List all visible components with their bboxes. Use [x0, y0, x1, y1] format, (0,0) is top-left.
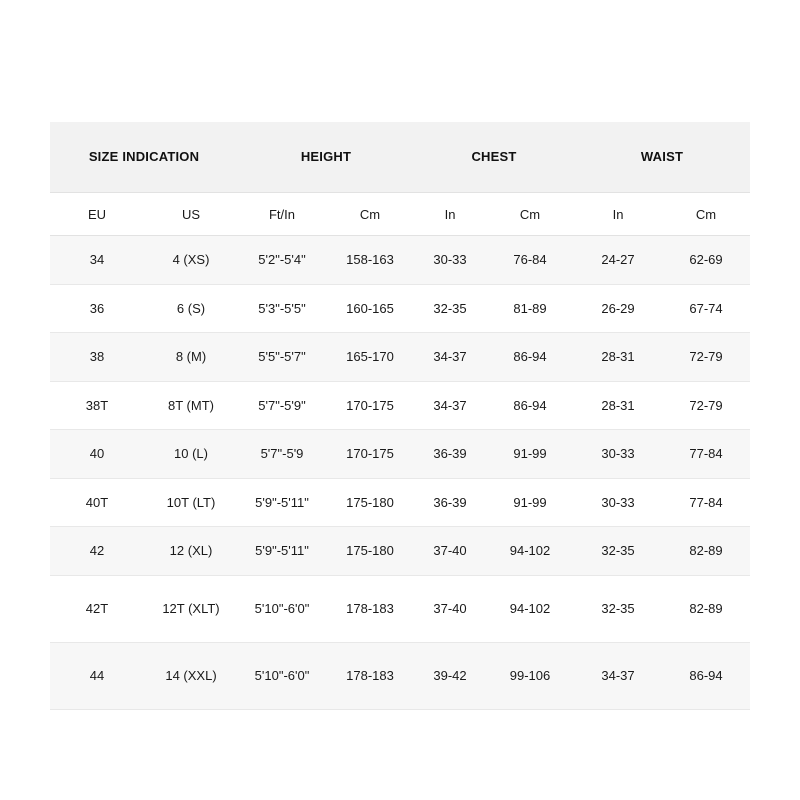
sub-header-us: US	[144, 193, 238, 236]
cell-chest-cm-text: 94-102	[509, 543, 551, 558]
cell-waist-in	[574, 642, 662, 709]
cell-waist-in	[574, 430, 662, 479]
cell-height-cm-text: 170-175	[346, 446, 394, 461]
cell-waist-cm	[662, 284, 750, 333]
cell-us	[144, 478, 238, 527]
cell-chest-in-text: 39-42	[433, 667, 467, 683]
cell-height-ftin-text: 5'2"-5'4"	[258, 252, 306, 267]
cell-us-text: 12T (XLT)	[162, 600, 220, 616]
cell-us-text: 12 (XL)	[169, 543, 213, 558]
cell-waist-cm	[662, 527, 750, 576]
cell-eu-text: 34	[89, 252, 105, 267]
cell-chest-in	[414, 284, 486, 333]
cell-waist-in-text: 32-35	[601, 543, 635, 558]
cell-height-cm-text: 178-183	[346, 667, 394, 683]
cell-waist-cm-text: 82-89	[689, 543, 723, 558]
cell-eu-text: 38	[89, 349, 105, 364]
cell-chest-cm-text: 81-89	[513, 300, 547, 316]
cell-chest-cm	[486, 478, 574, 527]
cell-height-cm-text: 160-165	[346, 300, 394, 316]
cell-waist-in-text: 30-33	[601, 494, 635, 510]
cell-waist-in-text: 26-29	[601, 300, 635, 316]
cell-us-text: 4 (XS)	[172, 252, 210, 267]
cell-chest-cm-text: 76-84	[513, 252, 547, 267]
cell-chest-in	[414, 642, 486, 709]
cell-chest-in	[414, 236, 486, 285]
cell-us-text: 6 (S)	[176, 300, 206, 316]
cell-height-cm	[326, 478, 414, 527]
cell-chest-cm	[486, 236, 574, 285]
cell-waist-in	[574, 478, 662, 527]
cell-chest-in	[414, 381, 486, 430]
cell-height-cm-text: 175-180	[346, 543, 394, 558]
cell-eu-text: 40	[89, 446, 105, 461]
cell-waist-cm-text: 77-84	[689, 446, 723, 461]
group-header-row	[50, 122, 750, 193]
cell-chest-in-text: 37-40	[433, 600, 467, 616]
cell-chest-in-text: 34-37	[433, 397, 467, 413]
group-header-size-indication: SIZE INDICATION	[88, 148, 200, 164]
cell-us-text: 8T (MT)	[168, 397, 214, 413]
cell-eu	[50, 575, 144, 642]
group-header-waist: WAIST	[640, 148, 684, 164]
size-chart-container	[50, 122, 750, 710]
table-head	[50, 122, 750, 236]
cell-us	[144, 430, 238, 479]
cell-waist-cm-text: 72-79	[689, 397, 723, 413]
cell-chest-in-text: 36-39	[433, 494, 467, 510]
cell-height-ftin-text: 5'9"-5'11"	[255, 543, 309, 558]
cell-height-cm-text: 170-175	[346, 397, 394, 413]
cell-eu-text: 44	[89, 667, 105, 683]
cell-waist-in-text: 34-37	[601, 667, 635, 683]
cell-us-text: 10T (LT)	[166, 494, 216, 510]
sub-header-row	[50, 193, 750, 236]
cell-us	[144, 642, 238, 709]
cell-eu-text: 38T	[85, 397, 109, 413]
table-row	[50, 478, 750, 527]
cell-height-ftin	[238, 527, 326, 576]
cell-chest-in	[414, 575, 486, 642]
cell-height-ftin-text: 5'3"-5'5"	[258, 300, 306, 316]
cell-waist-cm	[662, 642, 750, 709]
cell-height-ftin	[238, 236, 326, 285]
table-row	[50, 430, 750, 479]
cell-height-ftin-text: 5'9"-5'11"	[255, 494, 309, 510]
cell-eu	[50, 527, 144, 576]
cell-waist-in	[574, 575, 662, 642]
cell-height-ftin	[238, 430, 326, 479]
cell-chest-cm-text: 91-99	[513, 446, 547, 461]
cell-eu-text: 42T	[85, 600, 109, 616]
cell-chest-in	[414, 478, 486, 527]
cell-chest-in-text: 34-37	[433, 349, 467, 364]
cell-waist-in	[574, 236, 662, 285]
cell-waist-in-text: 24-27	[601, 252, 635, 267]
cell-height-ftin	[238, 642, 326, 709]
cell-height-ftin	[238, 381, 326, 430]
size-chart-table	[50, 122, 750, 710]
cell-chest-in-text: 36-39	[433, 446, 467, 461]
cell-height-cm-text: 158-163	[346, 252, 394, 267]
cell-waist-cm	[662, 333, 750, 382]
cell-height-cm	[326, 642, 414, 709]
cell-height-cm	[326, 381, 414, 430]
sub-header-waist-in: In	[574, 193, 662, 236]
cell-waist-in	[574, 381, 662, 430]
cell-eu-text: 36	[89, 300, 105, 316]
cell-eu	[50, 381, 144, 430]
cell-chest-cm	[486, 430, 574, 479]
cell-height-ftin	[238, 478, 326, 527]
cell-chest-cm-text: 86-94	[513, 397, 547, 413]
cell-chest-cm-text: 86-94	[513, 349, 547, 364]
cell-us	[144, 333, 238, 382]
cell-height-cm-text: 175-180	[346, 494, 394, 510]
cell-waist-cm-text: 82-89	[689, 600, 723, 616]
cell-chest-in	[414, 430, 486, 479]
cell-chest-cm	[486, 333, 574, 382]
cell-chest-in-text: 30-33	[433, 252, 467, 267]
cell-height-ftin	[238, 333, 326, 382]
cell-waist-cm	[662, 381, 750, 430]
sub-header-waist-cm: Cm	[662, 193, 750, 236]
cell-height-ftin-text: 5'10"-6'0"	[254, 600, 310, 616]
table-row	[50, 284, 750, 333]
cell-height-cm-text: 178-183	[346, 600, 394, 616]
cell-eu-text: 40T	[85, 494, 109, 510]
cell-eu	[50, 333, 144, 382]
cell-waist-in	[574, 333, 662, 382]
cell-waist-cm-text: 62-69	[689, 252, 723, 267]
cell-chest-cm-text: 94-102	[509, 600, 551, 616]
cell-chest-in-text: 32-35	[433, 300, 467, 316]
cell-chest-cm	[486, 575, 574, 642]
group-header-height: HEIGHT	[300, 148, 352, 164]
cell-height-cm	[326, 333, 414, 382]
cell-us-text: 8 (M)	[175, 349, 207, 364]
cell-height-ftin-text: 5'7"-5'9"	[258, 397, 306, 413]
cell-height-ftin-text: 5'5"-5'7"	[258, 349, 306, 364]
cell-us	[144, 575, 238, 642]
cell-waist-cm-text: 72-79	[689, 349, 723, 364]
cell-waist-cm	[662, 478, 750, 527]
cell-waist-in-text: 32-35	[601, 600, 635, 616]
cell-chest-cm	[486, 284, 574, 333]
cell-eu	[50, 284, 144, 333]
cell-eu	[50, 642, 144, 709]
cell-chest-cm	[486, 527, 574, 576]
table-row	[50, 575, 750, 642]
table-row	[50, 642, 750, 709]
cell-chest-cm	[486, 381, 574, 430]
cell-us	[144, 236, 238, 285]
cell-height-cm	[326, 236, 414, 285]
cell-height-ftin-text: 5'10"-6'0"	[254, 667, 310, 683]
cell-height-ftin	[238, 575, 326, 642]
sub-header-height-cm: Cm	[326, 193, 414, 236]
cell-height-cm	[326, 284, 414, 333]
cell-height-cm	[326, 575, 414, 642]
sub-header-chest-cm: Cm	[486, 193, 574, 236]
table-row	[50, 527, 750, 576]
sub-header-eu: EU	[50, 193, 144, 236]
cell-height-cm-text: 165-170	[346, 349, 394, 364]
cell-height-ftin-text: 5'7"-5'9	[260, 446, 304, 461]
cell-waist-cm-text: 77-84	[689, 494, 723, 510]
cell-height-cm	[326, 430, 414, 479]
sub-header-chest-in: In	[414, 193, 486, 236]
cell-us	[144, 381, 238, 430]
cell-us	[144, 527, 238, 576]
cell-waist-in	[574, 527, 662, 576]
table-row	[50, 236, 750, 285]
cell-chest-in-text: 37-40	[433, 543, 467, 558]
cell-waist-in-text: 28-31	[601, 397, 635, 413]
cell-waist-cm-text: 67-74	[689, 300, 723, 316]
table-row	[50, 333, 750, 382]
cell-us-text: 14 (XXL)	[165, 667, 217, 683]
cell-waist-cm-text: 86-94	[689, 667, 723, 683]
cell-height-ftin	[238, 284, 326, 333]
cell-eu	[50, 478, 144, 527]
cell-chest-cm	[486, 642, 574, 709]
cell-chest-in	[414, 527, 486, 576]
cell-waist-cm	[662, 236, 750, 285]
sub-header-height-ftin: Ft/In	[238, 193, 326, 236]
cell-waist-in	[574, 284, 662, 333]
cell-waist-in-text: 28-31	[601, 349, 635, 364]
table-body	[50, 236, 750, 710]
cell-us-text: 10 (L)	[174, 446, 208, 461]
cell-waist-cm	[662, 430, 750, 479]
cell-eu	[50, 236, 144, 285]
cell-chest-cm-text: 91-99	[513, 494, 547, 510]
group-header-chest: CHEST	[471, 148, 517, 164]
cell-eu	[50, 430, 144, 479]
cell-waist-cm	[662, 575, 750, 642]
cell-waist-in-text: 30-33	[601, 446, 635, 461]
cell-chest-cm-text: 99-106	[509, 667, 551, 683]
table-row	[50, 381, 750, 430]
cell-eu-text: 42	[89, 543, 105, 558]
cell-height-cm	[326, 527, 414, 576]
cell-chest-in	[414, 333, 486, 382]
cell-us	[144, 284, 238, 333]
